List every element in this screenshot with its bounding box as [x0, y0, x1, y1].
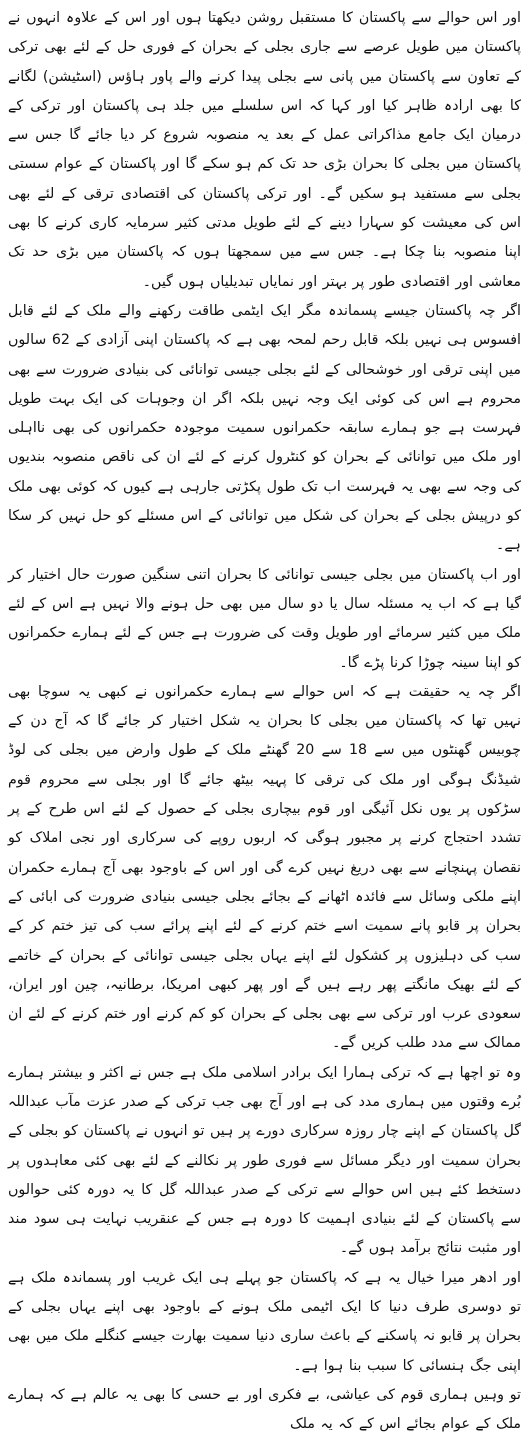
- article-paragraph: اگر چہ پاکستان جیسے پسماندہ مگر ایک ایٹمی طاقت رکھنے والے ملک کے لئے قابل افسوس ہی نہیں بلکہ قابل رحم لمحہ بھی ہے کہ پاکستان اپنی آزادی کے 62 سالوں میں اپنی ترقی اور خوشحالی کے لئے بجلی جیسی توانائی کی بنیادی ضرورت سے بھی محروم ہے اس کی کوئی ایک وجہ نہیں بلکہ اگر ان وجوہات کی ایک بہت طویل فہرست ہے جو ہمارے سابقہ حکمرانوں سمیت موجودہ حکمرانوں کی بھی نااہلی اور ملک میں توانائی کے بحران کو کنٹرول کرنے کے لئے ان کی ناقص منصوبہ بندیوں کی وجہ سے بھی یہ فہرست اب تک طول پکڑتی جارہی ہے کیوں کہ کوئی بھی ملک کو درپیش بجلی کے بحران کی شکل میں توانائی کے اس مسئلے کو حل نہیں کر سکا ہے۔: [8, 302, 521, 554]
- article-paragraph: اور اب پاکستان میں بجلی جیسی توانائی کا بحران اتنی سنگین صورت حال اختیار کر گیا ہے کہ اب یہ مسئلہ سال یا دو سال میں بھی حل ہونے والا نہیں ہے اس کے لئے ملک میں کثیر سرمائے اور طویل وقت کی ضرورت ہے جس کے لئے ہمارے حکمرانوں کو اپنا سینہ چوڑا کرنا پڑے گا۔: [8, 566, 521, 671]
- article-paragraph: وہ تو اچھا ہے کہ ترکی ہمارا ایک برادر اسلامی ملک ہے جس نے اکثر و بیشتر ہمارے بُرے وقتوں میں ہماری مدد کی ہے اور آج بھی جب ترکی کے صدر عزت مآب عبداللہ گل پاکستان کے اپنے چار روزہ سرکاری دورے پر ہیں تو انہوں نے پاکستان کو بجلی کے بحران سمیت اور دیگر مسائل سے فوری طور پر نکالنے کے لئے بھی کئی معاہدوں پر دستخط کئے ہیں اس حوالے سے ترکی کے صدر عبداللہ گل کا یہ دورہ کئی حوالوں سے پاکستان کے لئے بنیادی اہمیت کا دورہ ہے جس کے عنقریب نہایت ہی سود مند اور مثبت نتائج برآمد ہوں گے۔: [8, 1064, 521, 1257]
- article-paragraph: تو وہیں ہماری قوم کی عیاشی، بے فکری اور بے حسی کا بھی یہ عالم ہے کہ ہمارے ملک کے عوام بجائے اس کے کہ یہ ملک: [8, 1386, 521, 1433]
- article-paragraph: اور ادھر میرا خیال یہ ہے کہ پاکستان جو پہلے ہی ایک غریب اور پسماندہ ملک ہے تو دوسری طرف دنیا کا ایک اٹیمی ملک ہونے کے باوجود بھی اپنے یہاں بجلی کے بحران پر قابو نہ پاسکنے کے باعث ساری دنیا سمیت بھارت جیسے کنگلے ملک میں بھی اپنی جگ ہنسائی کا سبب بنا ہوا ہے۔: [8, 1269, 521, 1374]
- article-paragraph: اور اس حوالے سے پاکستان کا مستقبل روشن دیکھتا ہوں اور اس کے علاوہ انہوں نے پاکستان میں طویل عرصے سے جاری بجلی کے بحران کے فوری حل کے لئے بھی ترکی کے تعاون سے پاکستان میں پانی سے بجلی پیدا کرنے والے پاور ہاؤس (اسٹیشن) لگانے کا بھی ارادہ ظاہر کیا اور کہا کہ اس سلسلے میں جلد ہی پاکستان اور ترکی کے درمیان ایک جامع مذاکراتی عمل کے بعد یہ منصوبہ شروع کر دیا جائے گا جس سے پاکستان میں بجلی کا بحران بڑی حد تک کم ہو سکے گا اور پاکستان کے عوام سستی بجلی سے مستفید ہو سکیں گے۔ اور ترکی پاکستان کی اقتصادی ترقی کے لئے بھی اس کی معیشت کو سہارا دینے کے لئے طویل مدتی کثیر سرمایہ کاری کرنے کا بھی اپنا منصوبہ بنا چکا ہے۔ جس سے میں سمجھتا ہوں کہ پاکستان میں بڑی حد تک معاشی اور اقتصادی طور پر بہتر اور نمایاں تبدیلیاں ہوں گیں۔: [8, 10, 521, 290]
- article-paragraph: اگر چہ یہ حقیقت ہے کہ اس حوالے سے ہمارے حکمرانوں نے کبھی یہ سوچا بھی نہیں تھا کہ پاکستان میں بجلی کا بحران یہ شکل اختیار کر جائے گا کہ آج دن کے چوبیس گھنٹوں میں سے 18 سے 20 گھنٹے ملک کے طول وارض میں بجلی کی لوڈ شیڈنگ ہوگی اور ملک کی ترقی کا پہیہ بیٹھ جائے گا اور بجلی سے محروم قوم سڑکوں پر یوں نکل آئیگی اور قوم بیچاری بجلی کے حصول کے لئے اس طرح کے پر تشدد احتجاج کرنے پر مجبور ہوگی کہ اربوں روپے کی سرکاری اور نجی املاک کو نقصان پہنچانے سے بھی دریغ نہیں کرے گی اور اس کے باوجود بھی آج ہمارے حکمران اپنے ملکی وسائل سے فائدہ اٹھانے کے بجائے بجلی جیسی بنیادی ضرورت کی ابائی کے بحران پر قابو پانے سمیت اسے ختم کرنے کے لئے اپنے پرائے سب کی تیز ختم کر کے سب کی دہلیزوں پر کشکول لئے اپنے یہاں بجلی جیسی توانائی کے بحران کے خاتمے کے لئے بھیک مانگتے پھر رہے ہیں گے اور پھر کبھی امریکا، برطانیہ، چین اور ایران، سعودی عرب اور ترکی سے بھی بجلی کے بحران کو کم کرنے اور ختم کرنے کے لئے ان ممالک سے مدد طلب کریں گے۔: [8, 683, 521, 1052]
